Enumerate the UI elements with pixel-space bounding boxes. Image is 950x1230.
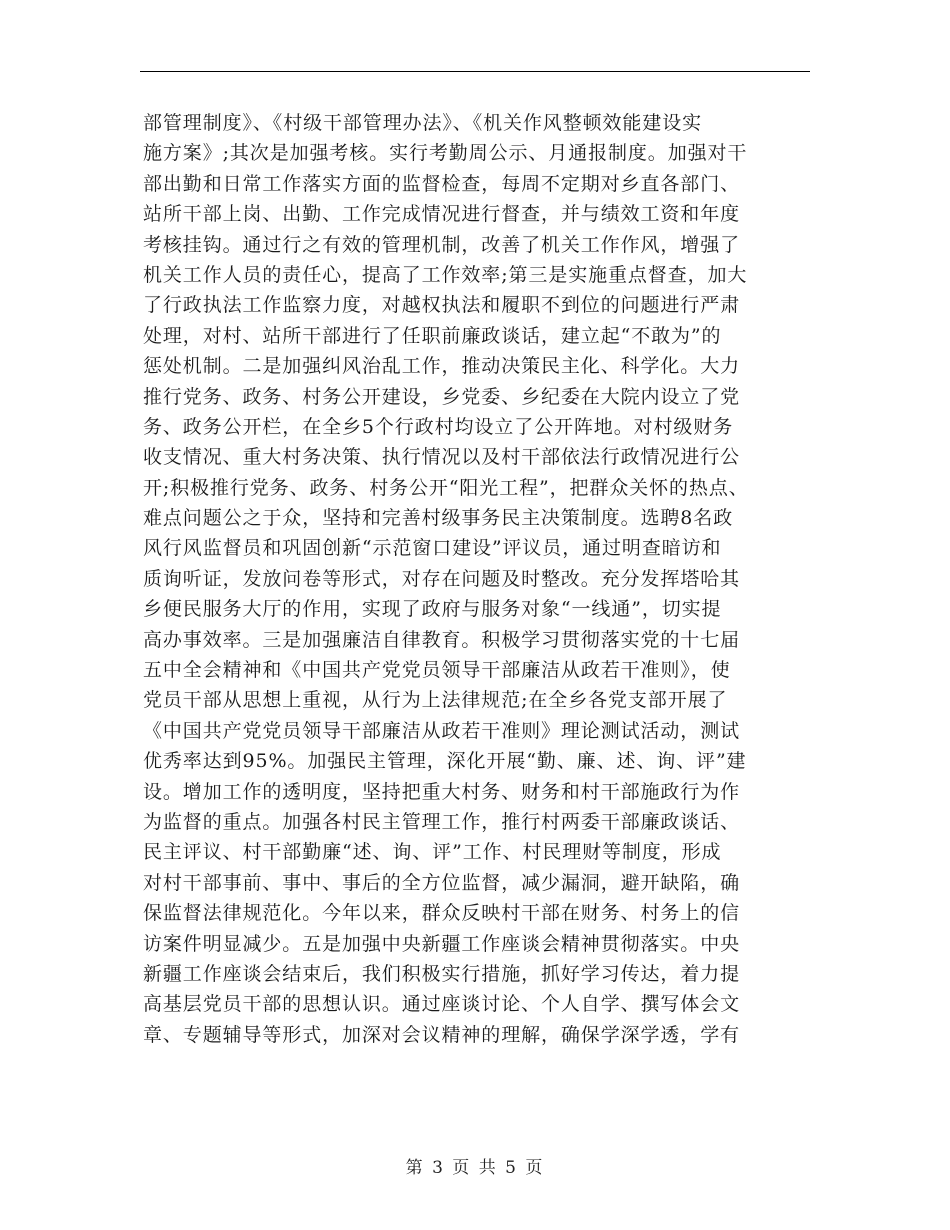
body-line: 对村干部事前、事中、事后的全方位监督，减少漏洞，避开缺陷，确 xyxy=(143,871,741,894)
page-footer: 第 3 页 共 5 页 xyxy=(405,1158,545,1178)
body-line: 难点问题公之于众，坚持和完善村级事务民主决策制度。选聘8名政 xyxy=(143,507,734,530)
body-line: 民主评议、村干部勤廉“述、询、评”工作、村民理财等制度，形成 xyxy=(143,841,722,864)
body-line: 施方案》;其次是加强考核。实行考勤周公示、月通报制度。加强对干 xyxy=(143,142,748,165)
body-line: 部管理制度》、《村级干部管理办法》、《机关作风整顿效能建设实 xyxy=(143,112,703,134)
body-line: 保监督法律规范化。今年以来，群众反映村干部在财务、村务上的信 xyxy=(143,902,741,925)
body-line: 为监督的重点。加强各村民主管理工作，推行村两委干部廉政谈话、 xyxy=(143,810,741,833)
body-line: 章、专题辅导等形式，加深对会议精神的理解，确保学深学透，学有 xyxy=(143,1023,741,1046)
body-line: 设。增加工作的透明度，坚持把重大村务、财务和村干部施政行为作 xyxy=(143,780,741,803)
body-line: 五中全会精神和《中国共产党党员领导干部廉洁从政若干准则》，使 xyxy=(143,659,731,682)
body-line: 考核挂钩。通过行之有效的管理机制，改善了机关工作作风，增强了 xyxy=(143,233,741,256)
body-line: 惩处机制。二是加强纠风治乱工作，推动决策民主化、科学化。大力 xyxy=(143,355,741,378)
body-line: 推行党务、政务、村务公开建设，乡党委、乡纪委在大院内设立了党 xyxy=(143,385,741,408)
body-line: 部出勤和日常工作落实方面的监督检查，每周不定期对乡直各部门、 xyxy=(143,172,741,195)
body-line: 访案件明显减少。五是加强中央新疆工作座谈会精神贯彻落实。中央 xyxy=(143,932,741,955)
header-rule xyxy=(140,71,810,72)
body-line: 务、政务公开栏，在全乡5个行政村均设立了公开阵地。对村级财务 xyxy=(143,415,734,438)
body-line: 风行风监督员和巩固创新“示范窗口建设”评议员，通过明查暗访和 xyxy=(143,537,722,560)
body-line: 党员干部从思想上重视，从行为上法律规范;在全乡各党支部开展了 xyxy=(143,689,728,712)
body-line: 高办事效率。三是加强廉洁自律教育。积极学习贯彻落实党的十七届 xyxy=(143,628,741,651)
body-line: 机关工作人员的责任心，提高了工作效率;第三是实施重点督查，加大 xyxy=(143,263,748,286)
body-text xyxy=(143,108,823,1050)
body-line: 优秀率达到95%。加强民主管理，深化开展“勤、廉、述、询、评”建 xyxy=(143,750,747,773)
body-line: 新疆工作座谈会结束后，我们积极实行措施，抓好学习传达，着力提 xyxy=(143,962,741,985)
body-line: 处理，对村、站所干部进行了任职前廉政谈话，建立起“不敢为”的 xyxy=(143,324,722,347)
body-line: 《中国共产党党员领导干部廉洁从政若干准则》理论测试活动，测试 xyxy=(143,719,741,742)
body-line: 站所干部上岗、出勤、工作完成情况进行督查，并与绩效工资和年度 xyxy=(143,203,741,226)
body-line: 了行政执法工作监察力度，对越权执法和履职不到位的问题进行严肃 xyxy=(143,294,741,317)
body-line: 质询听证，发放问卷等形式，对存在问题及时整改。充分发挥塔哈其 xyxy=(143,567,741,590)
body-line: 开;积极推行党务、政务、村务公开“阳光工程”，把群众关怀的热点、 xyxy=(143,476,749,499)
body-line: 收支情况、重大村务决策、执行情况以及村干部依法行政情况进行公 xyxy=(143,446,741,469)
body-line: 乡便民服务大厅的作用，实现了政府与服务对象“一线通”，切实提 xyxy=(143,598,722,621)
body-line: 高基层党员干部的思想认识。通过座谈讨论、个人自学、撰写体会文 xyxy=(143,993,741,1016)
